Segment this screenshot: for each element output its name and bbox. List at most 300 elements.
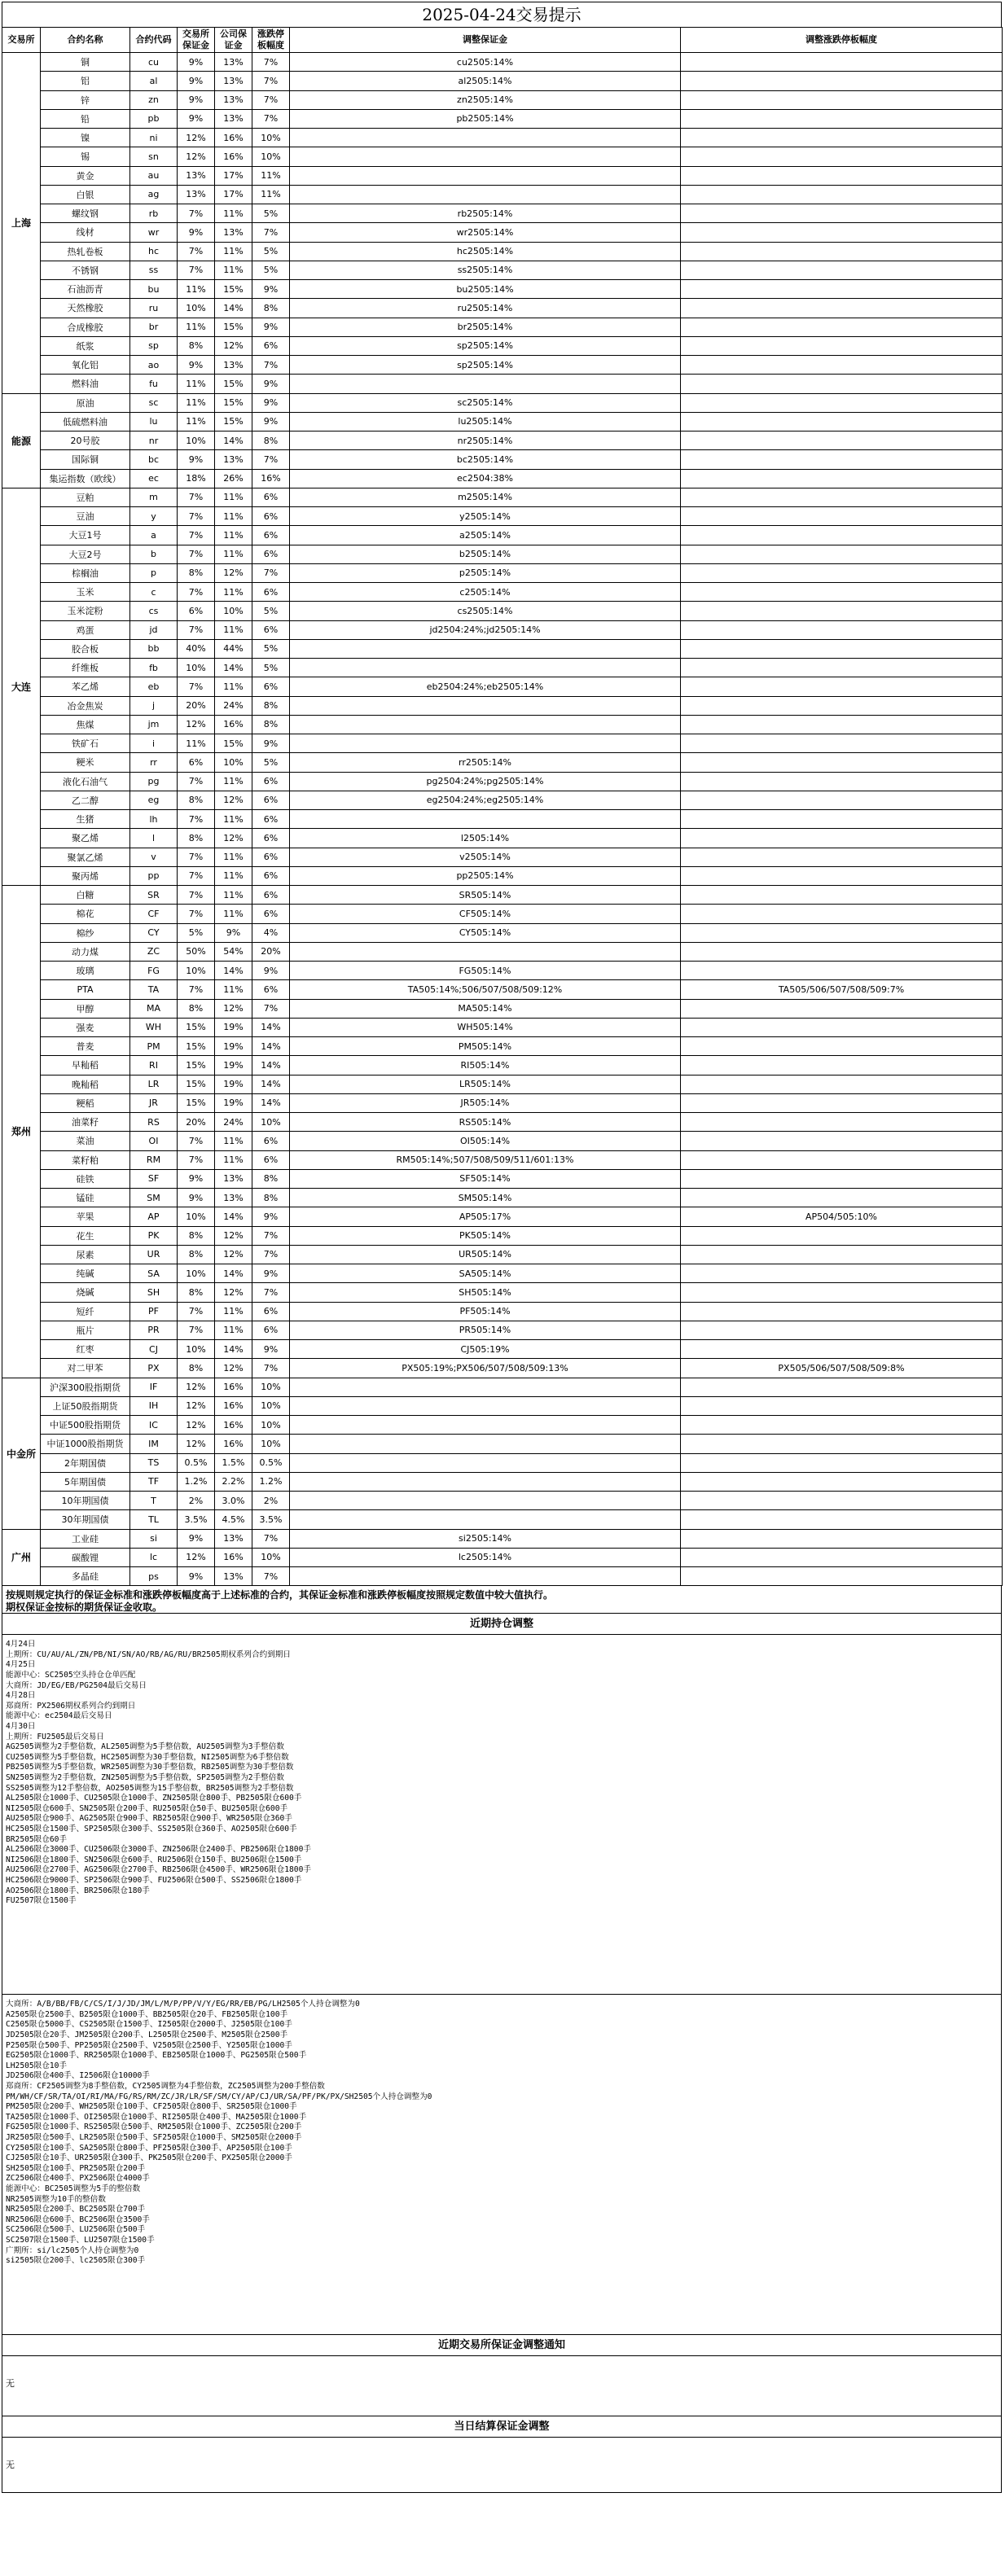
company-margin-cell: 11% xyxy=(215,507,252,526)
company-margin-cell: 12% xyxy=(215,791,252,809)
exchange-margin-cell: 8% xyxy=(178,1245,215,1264)
contract-code-cell: T xyxy=(130,1492,178,1510)
today-adjust-body: 无 xyxy=(2,2438,1002,2493)
company-margin-cell: 13% xyxy=(215,223,252,242)
contract-code-cell: j xyxy=(130,696,178,715)
exchange-margin-cell: 11% xyxy=(178,318,215,336)
exchange-margin-cell: 8% xyxy=(178,1226,215,1245)
adjusted-margin-cell: sc2505:14% xyxy=(290,393,681,412)
exchange-margin-cell: 8% xyxy=(178,563,215,582)
exchange-margin-cell: 8% xyxy=(178,791,215,809)
exchange-margin-cell: 10% xyxy=(178,1264,215,1283)
limit-range-cell: 9% xyxy=(252,318,290,336)
company-margin-cell: 16% xyxy=(215,1396,252,1415)
table-row xyxy=(2,1435,1003,1453)
adjusted-margin-cell: sp2505:14% xyxy=(290,336,681,355)
company-margin-cell: 13% xyxy=(215,53,252,72)
contract-code-cell: wr xyxy=(130,223,178,242)
company-margin-cell: 11% xyxy=(215,810,252,829)
today-adjust-title: 当日结算保证金调整 xyxy=(2,2416,1002,2438)
header-code: 合约代码 xyxy=(130,28,178,53)
contract-code-cell: si xyxy=(130,1529,178,1548)
adjusted-limit-cell xyxy=(681,639,1003,658)
contract-code-cell: CF xyxy=(130,905,178,923)
adjusted-margin-cell: WH505:14% xyxy=(290,1018,681,1036)
company-margin-cell: 11% xyxy=(215,866,252,885)
table-row xyxy=(2,848,1003,866)
contract-name-cell: 菜油 xyxy=(41,1132,130,1150)
table-row xyxy=(2,1378,1003,1396)
contract-name-cell: 聚氯乙烯 xyxy=(41,848,130,866)
contract-code-cell: SR xyxy=(130,886,178,905)
table-row xyxy=(2,166,1003,185)
limit-range-cell: 0.5% xyxy=(252,1453,290,1472)
recent-position-body-2: 大商所：A/B/BB/FB/C/CS/I/J/JD/JM/L/M/P/PP/V/Y/EG/RR/EB/PG/LH2505个人持仓调整为0 A2505限仓2500手、B2505限仓1000手、BB2505限仓20手、FB2505限仓100手 C2505限仓5000手、CS2505限仓1500手、I2505限仓2000手、J2505限仓100手 JD2505限仓20手、JM2505限仓200手、L2505限仓2500手、M2505限仓2500手 P2505限仓500手、PP2505限仓2500手、V2505限仓2500手、Y2505限仓1000手 EG2505限仓1000手、RR2505限仓1000手、EB2505限仓1000手、PG2505限仓500手 LH2505限仓10手 JD2506限仓400手、I2506限仓10000手 郑商所：CF2505调整为8手整倍数，CY2505调整为4手整倍数，ZC2505调整为200手整倍数 PM/WH/CF/SR/TA/OI/RI/MA/FG/RS/RM/ZC/JR/LR/SF/SM/CY/AP/CJ/UR/SA/PF/PK/PX/SH2505个人持仓调整为0 PM2505限仓200手、WH2505限仓100手、CF2505限仓800手、SR2505限仓1000手 TA2505限仓1000手、OI2505限仓1000手、RI2505限仓400手、MA2505限仓1000手 FG2505限仓1000手、RS2505限仓500手、RM2505限仓1000手、ZC2505限仓200手 JR2505限仓500手、LR2505限仓500手、SF2505限仓1000手、SM2505限仓2000手 CY2505限仓100手、SA2505限仓800手、PF2505限仓300手、AP2505限仓100手 CJ2505限仓10手、UR2505限仓300手、PK2505限仓200手、PX2505限仓2000手 SH2505限仓100手、PR2505限仓200手 ZC2506限仓400手、PX2506限仓4000手 能源中心：BC2505调整为5手的整倍数 NR2505调整为10手的整倍数 NR2505限仓200手、BC2505限仓700手 NR2506限仓600手、BC2506限仓3500手 SC2506限仓500手、LU2506限仓500手 SC2507限仓1500手、LU2507限仓1500手 广期所：si/lc2505个人持仓调整为0 si2505限仓200手、lc2505限仓300手 xyxy=(2,1995,1002,2335)
adjusted-margin-cell: RM505:14%;507/508/509/511/601:13% xyxy=(290,1150,681,1169)
limit-range-cell: 14% xyxy=(252,1037,290,1056)
company-margin-cell: 12% xyxy=(215,1359,252,1378)
exchange-margin-cell: 40% xyxy=(178,639,215,658)
table-row xyxy=(2,1132,1003,1150)
exchange-margin-cell: 7% xyxy=(178,1302,215,1321)
contract-name-cell: 黄金 xyxy=(41,166,130,185)
table-row xyxy=(2,583,1003,602)
adjusted-limit-cell xyxy=(681,583,1003,602)
contract-name-cell: 玉米 xyxy=(41,583,130,602)
exchange-margin-cell: 15% xyxy=(178,1093,215,1112)
adjusted-limit-cell xyxy=(681,166,1003,185)
contract-name-cell: 硅铁 xyxy=(41,1169,130,1188)
table-row xyxy=(2,923,1003,942)
table-row xyxy=(2,886,1003,905)
contract-name-cell: 豆粕 xyxy=(41,488,130,506)
contract-name-cell: 对二甲苯 xyxy=(41,1359,130,1378)
contract-code-cell: ni xyxy=(130,129,178,147)
limit-range-cell: 6% xyxy=(252,1132,290,1150)
adjusted-limit-cell xyxy=(681,242,1003,261)
adjusted-margin-cell: TA505:14%;506/507/508/509:12% xyxy=(290,980,681,999)
company-margin-cell: 11% xyxy=(215,261,252,279)
adjusted-margin-cell xyxy=(290,1492,681,1510)
adjusted-limit-cell xyxy=(681,1510,1003,1529)
exchange-margin-cell: 9% xyxy=(178,109,215,128)
adjusted-limit-cell xyxy=(681,677,1003,696)
limit-range-cell: 10% xyxy=(252,1113,290,1132)
contract-code-cell: ag xyxy=(130,185,178,204)
adjusted-margin-cell: v2505:14% xyxy=(290,848,681,866)
adjusted-margin-cell: SM505:14% xyxy=(290,1189,681,1207)
limit-range-cell: 5% xyxy=(252,659,290,677)
exchange-margin-cell: 15% xyxy=(178,1056,215,1075)
limit-range-cell: 6% xyxy=(252,583,290,602)
exchange-margin-cell: 11% xyxy=(178,280,215,299)
limit-range-cell: 9% xyxy=(252,962,290,980)
contract-code-cell: i xyxy=(130,734,178,753)
adjusted-limit-cell xyxy=(681,1567,1003,1586)
limit-range-cell: 11% xyxy=(252,166,290,185)
contract-name-cell: 燃料油 xyxy=(41,375,130,393)
limit-range-cell: 8% xyxy=(252,715,290,734)
adjusted-limit-cell xyxy=(681,185,1003,204)
limit-range-cell: 14% xyxy=(252,1018,290,1036)
header-limit: 涨跌停板幅度 xyxy=(252,28,290,53)
exchange-margin-cell: 12% xyxy=(178,129,215,147)
contract-name-cell: 烧碱 xyxy=(41,1283,130,1302)
limit-range-cell: 6% xyxy=(252,1321,290,1339)
table-row xyxy=(2,185,1003,204)
adjusted-margin-cell: a2505:14% xyxy=(290,526,681,545)
contract-name-cell: 冶金焦炭 xyxy=(41,696,130,715)
adjusted-limit-cell xyxy=(681,53,1003,72)
contract-name-cell: 油菜籽 xyxy=(41,1113,130,1132)
table-row xyxy=(2,1169,1003,1188)
exchange-margin-cell: 12% xyxy=(178,1548,215,1566)
limit-range-cell: 7% xyxy=(252,1226,290,1245)
adjusted-margin-cell xyxy=(290,1435,681,1453)
adjusted-limit-cell xyxy=(681,261,1003,279)
contract-name-cell: 锡 xyxy=(41,147,130,166)
contract-code-cell: b xyxy=(130,545,178,563)
contract-name-cell: 热轧卷板 xyxy=(41,242,130,261)
company-margin-cell: 11% xyxy=(215,1302,252,1321)
adjusted-limit-cell xyxy=(681,1472,1003,1491)
contract-name-cell: 玻璃 xyxy=(41,962,130,980)
table-row xyxy=(2,715,1003,734)
limit-range-cell: 9% xyxy=(252,412,290,431)
company-margin-cell: 13% xyxy=(215,1189,252,1207)
table-row xyxy=(2,905,1003,923)
adjusted-margin-cell: OI505:14% xyxy=(290,1132,681,1150)
limit-range-cell: 6% xyxy=(252,620,290,639)
exchange-margin-cell: 12% xyxy=(178,715,215,734)
company-margin-cell: 17% xyxy=(215,166,252,185)
adjusted-limit-cell xyxy=(681,1056,1003,1075)
limit-range-cell: 10% xyxy=(252,1435,290,1453)
exchange-margin-cell: 6% xyxy=(178,753,215,772)
company-margin-cell: 1.5% xyxy=(215,1453,252,1472)
table-row xyxy=(2,1245,1003,1264)
adjusted-limit-cell xyxy=(681,72,1003,90)
contract-name-cell: 上证50股指期货 xyxy=(41,1396,130,1415)
contract-name-cell: 原油 xyxy=(41,393,130,412)
table-row xyxy=(2,109,1003,128)
exchange-margin-cell: 9% xyxy=(178,90,215,109)
adjusted-margin-cell: rb2505:14% xyxy=(290,204,681,223)
adjusted-margin-cell: p2505:14% xyxy=(290,563,681,582)
contract-name-cell: 白糖 xyxy=(41,886,130,905)
company-margin-cell: 10% xyxy=(215,602,252,620)
company-margin-cell: 13% xyxy=(215,72,252,90)
exchange-margin-cell: 6% xyxy=(178,602,215,620)
contract-name-cell: 普麦 xyxy=(41,1037,130,1056)
limit-range-cell: 10% xyxy=(252,1548,290,1566)
contract-code-cell: AP xyxy=(130,1207,178,1226)
adjusted-margin-cell: SR505:14% xyxy=(290,886,681,905)
contract-code-cell: ss xyxy=(130,261,178,279)
company-margin-cell: 26% xyxy=(215,469,252,488)
exchange-margin-cell: 7% xyxy=(178,261,215,279)
contract-code-cell: zn xyxy=(130,90,178,109)
company-margin-cell: 11% xyxy=(215,242,252,261)
adjusted-margin-cell xyxy=(290,1416,681,1435)
contract-code-cell: PX xyxy=(130,1359,178,1378)
table-row xyxy=(2,866,1003,885)
adjusted-margin-cell xyxy=(290,942,681,961)
table-row xyxy=(2,223,1003,242)
contract-name-cell: 锰硅 xyxy=(41,1189,130,1207)
company-margin-cell: 16% xyxy=(215,129,252,147)
adjusted-limit-cell xyxy=(681,129,1003,147)
contract-name-cell: 短纤 xyxy=(41,1302,130,1321)
contract-name-cell: 瓶片 xyxy=(41,1321,130,1339)
limit-range-cell: 8% xyxy=(252,1169,290,1188)
adjusted-limit-cell xyxy=(681,1416,1003,1435)
contract-name-cell: 甲醇 xyxy=(41,999,130,1018)
contract-name-cell: 石油沥青 xyxy=(41,280,130,299)
exchange-margin-cell: 15% xyxy=(178,1075,215,1093)
contract-name-cell: 合成橡胶 xyxy=(41,318,130,336)
contract-code-cell: ec xyxy=(130,469,178,488)
exchange-margin-cell: 11% xyxy=(178,393,215,412)
company-margin-cell: 9% xyxy=(215,923,252,942)
limit-range-cell: 10% xyxy=(252,1378,290,1396)
contract-code-cell: al xyxy=(130,72,178,90)
adjusted-margin-cell: m2505:14% xyxy=(290,488,681,506)
adjusted-limit-cell xyxy=(681,1113,1003,1132)
exchange-margin-cell: 11% xyxy=(178,375,215,393)
exchange-margin-cell: 8% xyxy=(178,829,215,848)
contract-code-cell: TL xyxy=(130,1510,178,1529)
adjusted-margin-cell xyxy=(290,166,681,185)
exchange-cell: 广州 xyxy=(2,1529,41,1586)
contract-name-cell: 30年期国债 xyxy=(41,1510,130,1529)
contract-name-cell: 尿素 xyxy=(41,1245,130,1264)
contract-code-cell: lc xyxy=(130,1548,178,1566)
adjusted-limit-cell xyxy=(681,791,1003,809)
table-row xyxy=(2,999,1003,1018)
contract-name-cell: 强麦 xyxy=(41,1018,130,1036)
exchange-cell: 能源 xyxy=(2,393,41,488)
company-margin-cell: 16% xyxy=(215,1416,252,1435)
adjusted-limit-cell xyxy=(681,393,1003,412)
table-row xyxy=(2,620,1003,639)
limit-range-cell: 7% xyxy=(252,1283,290,1302)
adjusted-margin-cell: cs2505:14% xyxy=(290,602,681,620)
table-row xyxy=(2,318,1003,336)
contract-code-cell: PK xyxy=(130,1226,178,1245)
contract-name-cell: 棉花 xyxy=(41,905,130,923)
company-margin-cell: 11% xyxy=(215,1150,252,1169)
limit-range-cell: 7% xyxy=(252,450,290,469)
exchange-margin-cell: 12% xyxy=(178,1435,215,1453)
table-row xyxy=(2,980,1003,999)
contract-code-cell: RM xyxy=(130,1150,178,1169)
limit-range-cell: 14% xyxy=(252,1075,290,1093)
contract-name-cell: 线材 xyxy=(41,223,130,242)
contract-name-cell: 镍 xyxy=(41,129,130,147)
company-margin-cell: 13% xyxy=(215,90,252,109)
limit-range-cell: 1.2% xyxy=(252,1472,290,1491)
adjusted-margin-cell: br2505:14% xyxy=(290,318,681,336)
table-row xyxy=(2,1207,1003,1226)
table-row xyxy=(2,1056,1003,1075)
adjusted-margin-cell xyxy=(290,1472,681,1491)
company-margin-cell: 15% xyxy=(215,393,252,412)
page-title: 2025-04-24交易提示 xyxy=(2,2,1002,27)
table-row xyxy=(2,299,1003,318)
exchange-margin-cell: 10% xyxy=(178,962,215,980)
adjusted-limit-cell xyxy=(681,1132,1003,1150)
contract-code-cell: a xyxy=(130,526,178,545)
exchange-margin-cell: 8% xyxy=(178,336,215,355)
contract-code-cell: SH xyxy=(130,1283,178,1302)
contract-code-cell: fu xyxy=(130,375,178,393)
adjusted-margin-cell xyxy=(290,147,681,166)
exchange-margin-cell: 9% xyxy=(178,356,215,375)
limit-range-cell: 8% xyxy=(252,432,290,450)
limit-range-cell: 9% xyxy=(252,734,290,753)
margin-table xyxy=(2,27,1003,1586)
company-margin-cell: 19% xyxy=(215,1056,252,1075)
company-margin-cell: 14% xyxy=(215,1340,252,1359)
adjusted-limit-cell xyxy=(681,223,1003,242)
adjusted-margin-cell: c2505:14% xyxy=(290,583,681,602)
exchange-margin-cell: 11% xyxy=(178,412,215,431)
recent-position-title: 近期持仓调整 xyxy=(2,1614,1002,1635)
table-row xyxy=(2,1359,1003,1378)
limit-range-cell: 6% xyxy=(252,507,290,526)
company-margin-cell: 24% xyxy=(215,696,252,715)
table-row xyxy=(2,393,1003,412)
adjusted-margin-cell: zn2505:14% xyxy=(290,90,681,109)
contract-code-cell: lh xyxy=(130,810,178,829)
limit-range-cell: 9% xyxy=(252,393,290,412)
limit-range-cell: 5% xyxy=(252,242,290,261)
company-margin-cell: 24% xyxy=(215,1113,252,1132)
limit-range-cell: 10% xyxy=(252,1416,290,1435)
limit-range-cell: 6% xyxy=(252,905,290,923)
table-row xyxy=(2,753,1003,772)
exchange-margin-cell: 12% xyxy=(178,147,215,166)
contract-name-cell: 焦煤 xyxy=(41,715,130,734)
company-margin-cell: 15% xyxy=(215,734,252,753)
limit-range-cell: 7% xyxy=(252,53,290,72)
exchange-margin-cell: 7% xyxy=(178,905,215,923)
adjusted-margin-cell: bu2505:14% xyxy=(290,280,681,299)
contract-code-cell: cu xyxy=(130,53,178,72)
adjusted-margin-cell: bc2505:14% xyxy=(290,450,681,469)
limit-range-cell: 5% xyxy=(252,204,290,223)
contract-name-cell: 集运指数（欧线） xyxy=(41,469,130,488)
adjusted-limit-cell: AP504/505:10% xyxy=(681,1207,1003,1226)
company-margin-cell: 16% xyxy=(215,147,252,166)
limit-range-cell: 6% xyxy=(252,488,290,506)
adjusted-margin-cell: lu2505:14% xyxy=(290,412,681,431)
company-margin-cell: 16% xyxy=(215,1378,252,1396)
table-row xyxy=(2,488,1003,506)
company-margin-cell: 15% xyxy=(215,280,252,299)
contract-name-cell: 工业硅 xyxy=(41,1529,130,1548)
contract-code-cell: bc xyxy=(130,450,178,469)
exchange-margin-cell: 10% xyxy=(178,1207,215,1226)
exchange-margin-cell: 15% xyxy=(178,1037,215,1056)
limit-range-cell: 14% xyxy=(252,1093,290,1112)
contract-code-cell: TS xyxy=(130,1453,178,1472)
company-margin-cell: 44% xyxy=(215,639,252,658)
table-row xyxy=(2,829,1003,848)
contract-code-cell: PM xyxy=(130,1037,178,1056)
company-margin-cell: 19% xyxy=(215,1075,252,1093)
table-row xyxy=(2,563,1003,582)
adjusted-limit-cell xyxy=(681,375,1003,393)
adjusted-margin-cell: pg2504:24%;pg2505:14% xyxy=(290,772,681,791)
company-margin-cell: 19% xyxy=(215,1018,252,1036)
exchange-margin-cell: 7% xyxy=(178,620,215,639)
contract-name-cell: 乙二醇 xyxy=(41,791,130,809)
contract-name-cell: 不锈钢 xyxy=(41,261,130,279)
exchange-margin-cell: 7% xyxy=(178,886,215,905)
adjusted-margin-cell: RI505:14% xyxy=(290,1056,681,1075)
contract-code-cell: nr xyxy=(130,432,178,450)
limit-range-cell: 5% xyxy=(252,602,290,620)
adjusted-limit-cell xyxy=(681,356,1003,375)
adjusted-margin-cell: UR505:14% xyxy=(290,1245,681,1264)
adjusted-limit-cell xyxy=(681,1037,1003,1056)
exchange-margin-cell: 9% xyxy=(178,450,215,469)
exchange-margin-cell: 7% xyxy=(178,980,215,999)
limit-range-cell: 7% xyxy=(252,1245,290,1264)
adjusted-margin-cell: eg2504:24%;eg2505:14% xyxy=(290,791,681,809)
limit-range-cell: 5% xyxy=(252,639,290,658)
adjusted-limit-cell xyxy=(681,204,1003,223)
company-margin-cell: 16% xyxy=(215,715,252,734)
adjusted-limit-cell xyxy=(681,602,1003,620)
adjusted-limit-cell xyxy=(681,526,1003,545)
adjusted-limit-cell xyxy=(681,1548,1003,1566)
adjusted-margin-cell: al2505:14% xyxy=(290,72,681,90)
company-margin-cell: 11% xyxy=(215,620,252,639)
table-row xyxy=(2,147,1003,166)
contract-name-cell: 沪深300股指期货 xyxy=(41,1378,130,1396)
adjusted-margin-cell: CY505:14% xyxy=(290,923,681,942)
contract-name-cell: 多晶硅 xyxy=(41,1567,130,1586)
adjusted-limit-cell xyxy=(681,962,1003,980)
exchange-margin-cell: 1.2% xyxy=(178,1472,215,1491)
table-row xyxy=(2,507,1003,526)
contract-name-cell: 氧化铝 xyxy=(41,356,130,375)
adjusted-limit-cell xyxy=(681,90,1003,109)
table-row xyxy=(2,1264,1003,1283)
contract-code-cell: eg xyxy=(130,791,178,809)
table-row xyxy=(2,545,1003,563)
rules-note-line: 期权保证金按标的期货保证金收取。 xyxy=(6,1601,163,1614)
exchange-margin-cell: 9% xyxy=(178,72,215,90)
adjusted-limit-cell xyxy=(681,1529,1003,1548)
header-co-margin: 公司保证金 xyxy=(215,28,252,53)
adjusted-margin-cell xyxy=(290,639,681,658)
adjusted-margin-cell: PM505:14% xyxy=(290,1037,681,1056)
adjusted-margin-cell xyxy=(290,129,681,147)
company-margin-cell: 15% xyxy=(215,318,252,336)
adjusted-limit-cell xyxy=(681,1264,1003,1283)
adjusted-margin-cell: y2505:14% xyxy=(290,507,681,526)
table-row xyxy=(2,1075,1003,1093)
adjusted-margin-cell xyxy=(290,659,681,677)
adjusted-limit-cell xyxy=(681,280,1003,299)
contract-code-cell: v xyxy=(130,848,178,866)
table-row xyxy=(2,1037,1003,1056)
table-row xyxy=(2,734,1003,753)
